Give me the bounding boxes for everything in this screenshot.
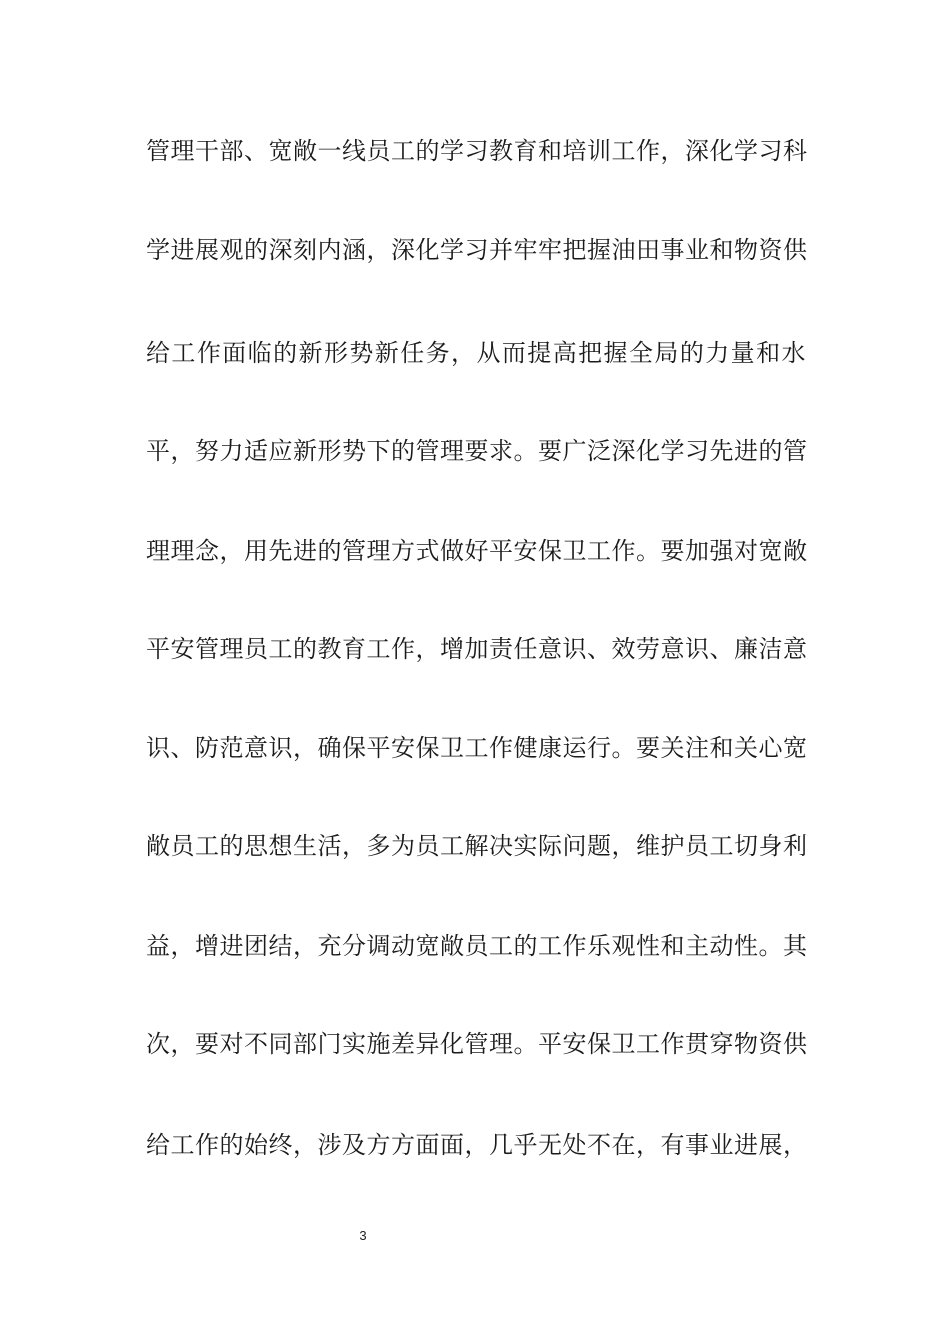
text-line: 平安管理员工的教育工作，增加责任意识、效劳意识、廉洁意 [146,635,808,663]
text-line: 次，要对不同部门实施差异化管理。平安保卫工作贯穿物资供 [146,1030,808,1058]
text-line: 平，努力适应新形势下的管理要求。要广泛深化学习先进的管 [146,437,808,465]
text-line: 给工作面临的新形势新任务，从而提高把握全局的力量和水 [146,339,806,367]
text-line: 学进展观的深刻内涵，深化学习并牢牢把握油田事业和物资供 [146,236,808,264]
text-line: 理理念，用先进的管理方式做好平安保卫工作。要加强对宽敞 [146,537,808,565]
text-line: 识、防范意识，确保平安保卫工作健康运行。要关注和关心宽 [146,734,808,762]
page-number: 3 [359,1228,367,1243]
text-line: 给工作的始终，涉及方方面面，几乎无处不在，有事业进展， [146,1131,808,1159]
text-line: 敞员工的思想生活，多为员工解决实际问题，维护员工切身利 [146,832,808,860]
text-line: 管理干部、宽敞一线员工的学习教育和培训工作，深化学习科 [146,137,808,165]
text-line: 益，增进团结，充分调动宽敞员工的工作乐观性和主动性。其 [146,932,808,960]
